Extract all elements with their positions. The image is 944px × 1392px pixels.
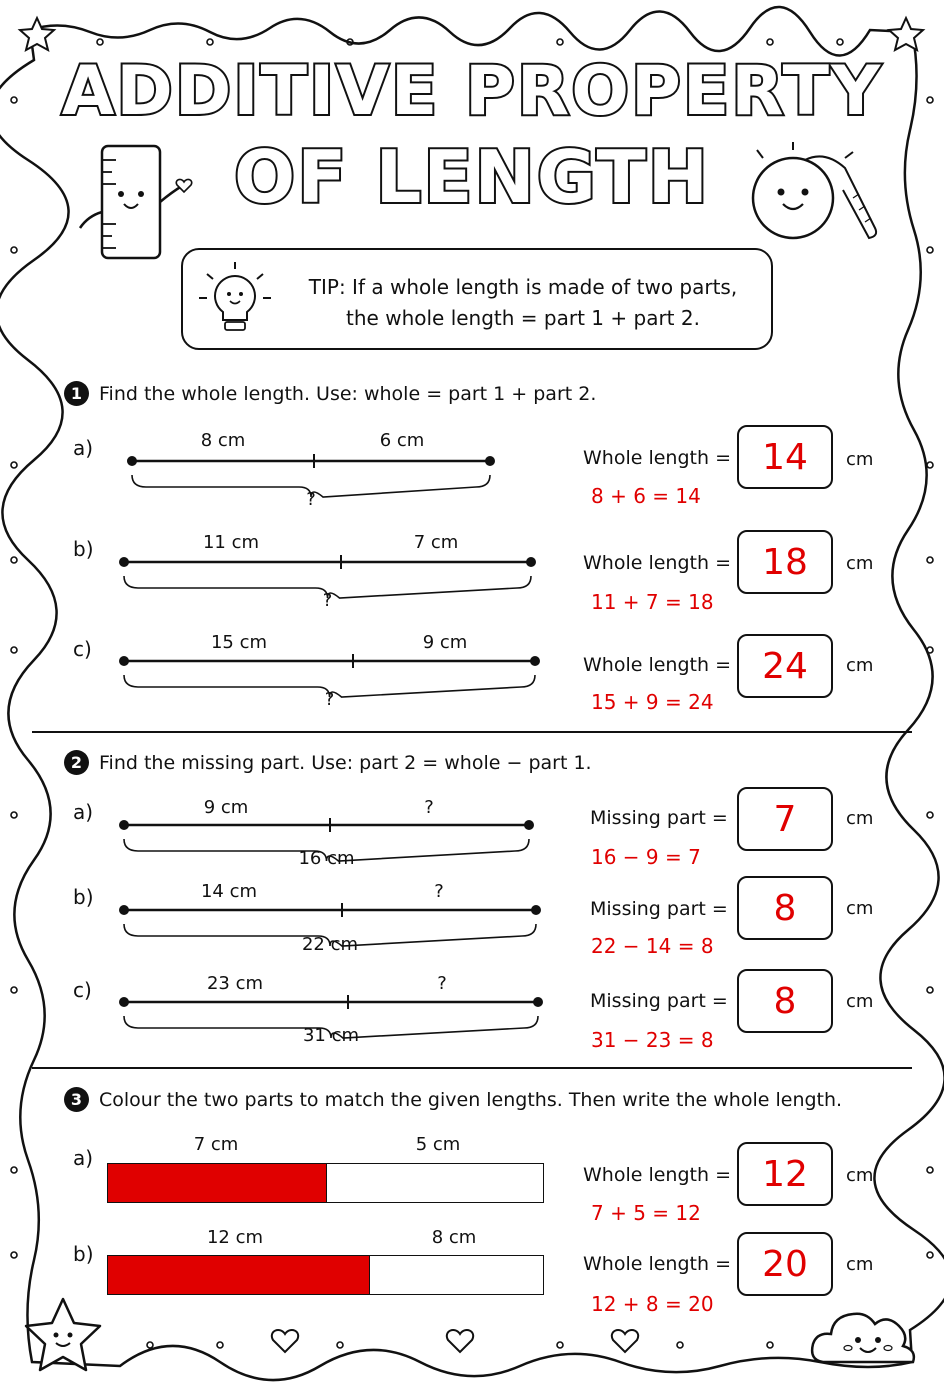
unit-label: cm <box>846 655 874 676</box>
section-divider <box>32 731 912 733</box>
answer-box: 8 <box>737 876 833 940</box>
star-mascot-icon <box>18 1295 108 1375</box>
lightbulb-icon <box>195 260 275 340</box>
part-1-label: 12 cm <box>206 1227 264 1248</box>
brace-label: 22 cm <box>301 934 359 955</box>
part-2-label: 7 cm <box>413 532 459 553</box>
answer-box: 20 <box>737 1232 833 1296</box>
segment-endpoint <box>524 820 534 830</box>
answer-label: Missing part = <box>590 898 728 920</box>
unit-label: cm <box>846 553 874 574</box>
section-instruction: Colour the two parts to match the given lengths. Then write the whole length. <box>99 1088 843 1111</box>
tape-measure-mascot-icon <box>745 140 895 250</box>
section-2-heading <box>64 750 592 775</box>
row-label: b) <box>73 537 94 561</box>
section-number-badge: 1 <box>64 381 89 406</box>
answer-label: Whole length = <box>583 552 731 574</box>
part-2-label: 6 cm <box>379 430 425 451</box>
part-2-label: 8 cm <box>431 1227 477 1248</box>
brace-label: ? <box>322 590 333 611</box>
row-label: a) <box>73 800 94 824</box>
row-label: b) <box>73 1242 94 1266</box>
unit-label: cm <box>846 1254 874 1275</box>
part-2-label: 5 cm <box>415 1134 461 1155</box>
segment-endpoint <box>119 820 129 830</box>
working-equation: 15 + 9 = 24 <box>591 690 714 714</box>
segment-endpoint <box>127 456 137 466</box>
answer-label: Missing part = <box>590 990 728 1012</box>
page-subtitle: OF LENGTH <box>234 135 710 219</box>
cloud-mascot-icon <box>808 1300 928 1372</box>
unit-label: cm <box>846 991 874 1012</box>
section-instruction: Find the whole length. Use: whole = part 1 + part 2. <box>99 382 597 405</box>
row-label: c) <box>73 637 92 661</box>
coloured-part <box>108 1164 327 1202</box>
working-equation: 8 + 6 = 14 <box>591 484 701 508</box>
coloured-part <box>108 1256 370 1294</box>
section-number-badge: 3 <box>64 1087 89 1112</box>
answer-label: Whole length = <box>583 1253 731 1275</box>
segment-endpoint <box>531 905 541 915</box>
segment-endpoint <box>119 905 129 915</box>
row-label: c) <box>73 978 92 1002</box>
unit-label: cm <box>846 1165 874 1186</box>
answer-box: 18 <box>737 530 833 594</box>
tip-line-1: TIP: If a whole length is made of two parts, <box>308 275 738 299</box>
ruler-mascot-icon <box>74 142 204 262</box>
row-label: a) <box>73 1146 94 1170</box>
answer-label: Whole length = <box>583 654 731 676</box>
part-2-label: ? <box>434 881 444 902</box>
answer-box: 8 <box>737 969 833 1033</box>
unit-label: cm <box>846 808 874 829</box>
section-1-heading <box>64 381 596 406</box>
colour-bar <box>107 1255 544 1295</box>
part-1-label: 14 cm <box>200 881 258 902</box>
part-1-label: 23 cm <box>206 973 264 994</box>
brace-label: 16 cm <box>298 848 355 869</box>
tip-box <box>181 248 773 350</box>
answer-box: 7 <box>737 787 833 851</box>
segment-endpoint <box>530 656 540 666</box>
answer-box: 14 <box>737 425 833 489</box>
tip-line-2: the whole length = part 1 + part 2. <box>346 306 700 330</box>
part-2-label: ? <box>437 973 447 994</box>
unit-label: cm <box>846 898 874 919</box>
part-1-label: 7 cm <box>193 1134 239 1155</box>
answer-box: 12 <box>737 1142 833 1206</box>
working-equation: 7 + 5 = 12 <box>591 1201 701 1225</box>
brace-label: 31 cm <box>302 1025 360 1046</box>
segment-endpoint <box>119 656 129 666</box>
segment-endpoint <box>533 997 543 1007</box>
heart-icon <box>0 1320 944 1370</box>
brace-label: ? <box>324 689 335 710</box>
brace-label: ? <box>306 489 316 510</box>
answer-box: 24 <box>737 634 833 698</box>
segment-endpoint <box>485 456 495 466</box>
working-equation: 16 − 9 = 7 <box>591 845 701 869</box>
working-equation: 22 − 14 = 8 <box>591 934 714 958</box>
part-1-label: 8 cm <box>200 430 246 451</box>
answer-label: Whole length = <box>583 447 731 469</box>
working-equation: 12 + 8 = 20 <box>591 1292 714 1316</box>
answer-label: Missing part = <box>590 807 728 829</box>
segment-endpoint <box>526 557 536 567</box>
section-number-badge: 2 <box>64 750 89 775</box>
row-label: a) <box>73 436 94 460</box>
part-1-label: 11 cm <box>202 532 260 553</box>
page-title: ADDITIVE PROPERTY <box>61 52 883 131</box>
working-equation: 11 + 7 = 18 <box>591 590 714 614</box>
colour-bar <box>107 1163 544 1203</box>
part-1-label: 15 cm <box>210 632 268 653</box>
segment-endpoint <box>119 997 129 1007</box>
answer-label: Whole length = <box>583 1164 731 1186</box>
working-equation: 31 − 23 = 8 <box>591 1028 714 1052</box>
part-2-label: 9 cm <box>422 632 468 653</box>
unit-label: cm <box>846 449 874 470</box>
section-instruction: Find the missing part. Use: part 2 = whole − part 1. <box>99 751 592 774</box>
part-1-label: 9 cm <box>203 797 249 818</box>
section-3-heading <box>64 1087 842 1112</box>
row-label: b) <box>73 885 94 909</box>
part-2-label: ? <box>424 797 434 818</box>
section-divider <box>32 1067 912 1069</box>
tip-text <box>283 272 763 334</box>
segment-endpoint <box>119 557 129 567</box>
